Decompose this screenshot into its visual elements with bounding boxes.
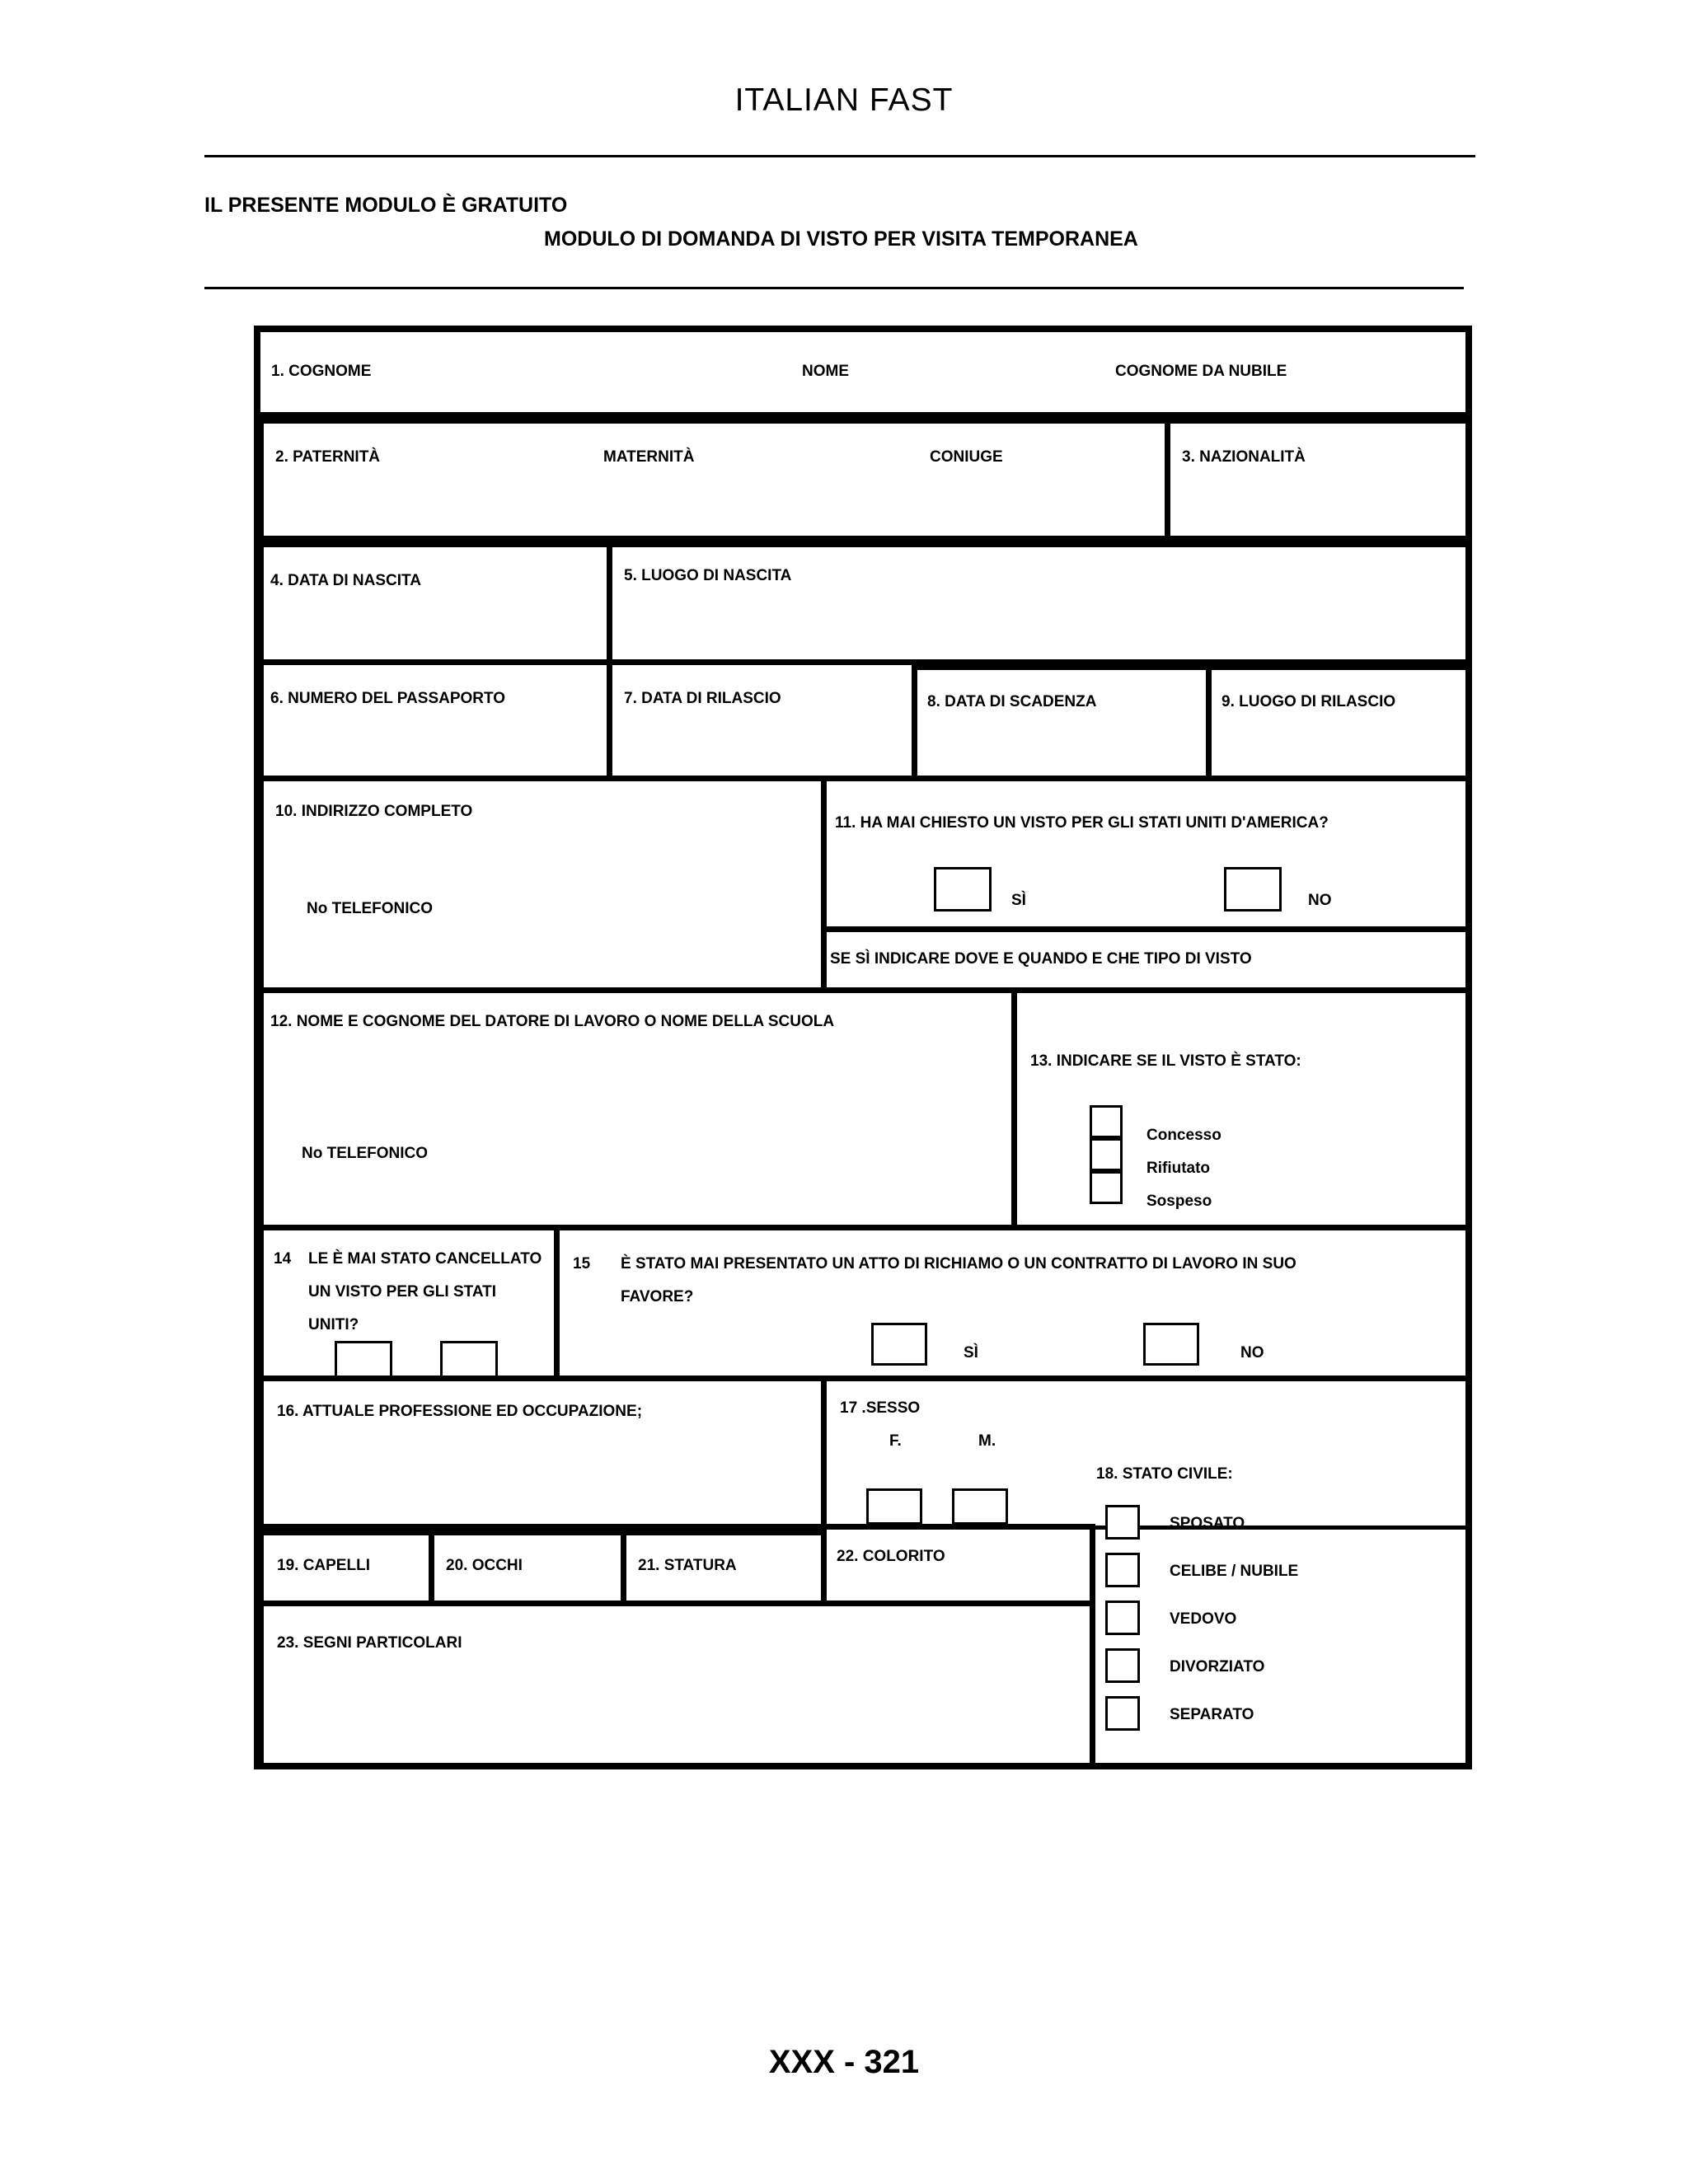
page-number: XXX - 321: [768, 2044, 920, 2080]
cognome-label: 1. COGNOME: [271, 363, 372, 380]
sesso-f-checkbox[interactable]: [866, 1488, 922, 1525]
datore-lavoro-label: 12. NOME E COGNOME DEL DATORE DI LAVORO O NOME DELLA SCUOLA: [270, 1013, 835, 1030]
atto-richiamo-no-checkbox[interactable]: [1143, 1323, 1199, 1366]
rifiutato-checkbox[interactable]: [1090, 1138, 1123, 1171]
divorziato-checkbox[interactable]: [1105, 1648, 1140, 1683]
form-title: MODULO DI DOMANDA DI VISTO PER VISITA TEMPORANEA: [544, 227, 1138, 251]
field-16-professione[interactable]: [258, 1376, 827, 1530]
data-nascita-label: 4. DATA DI NASCITA: [270, 572, 421, 589]
field-1-cognome[interactable]: [254, 326, 1472, 418]
segni-particolari-label: 23. SEGNI PARTICOLARI: [277, 1634, 462, 1652]
concesso-checkbox[interactable]: [1090, 1105, 1123, 1138]
field-19-capelli[interactable]: [258, 1530, 434, 1606]
sesso-m-label: M.: [978, 1432, 996, 1450]
sposato-checkbox[interactable]: [1105, 1505, 1140, 1540]
celibe-nubile-label: CELIBE / NUBILE: [1170, 1563, 1299, 1580]
atto-richiamo-si-checkbox[interactable]: [871, 1323, 927, 1366]
sospeso-label: Sospeso: [1146, 1193, 1212, 1210]
form-title-rule: [204, 287, 1464, 289]
telefono-label: No TELEFONICO: [307, 900, 434, 917]
visto-usa-no-label: NO: [1308, 892, 1332, 909]
visto-usa-question: 11. HA MAI CHIESTO UN VISTO PER GLI STATI UNITI D'AMERICA?: [835, 814, 1329, 832]
field-20-occhi[interactable]: [429, 1530, 626, 1606]
visto-usa-no-checkbox[interactable]: [1224, 867, 1282, 912]
field-3-nazionalita[interactable]: [1165, 418, 1472, 541]
luogo-nascita-label: 5. LUOGO DI NASCITA: [624, 567, 792, 584]
capelli-label: 19. CAPELLI: [277, 1557, 370, 1574]
rifiutato-label: Rifiutato: [1146, 1160, 1211, 1177]
visto-usa-si-label: SÌ: [1011, 892, 1026, 909]
nome-label: NOME: [802, 363, 849, 380]
field-9-luogo-rilascio[interactable]: [1206, 664, 1472, 781]
field-7-data-rilascio[interactable]: [607, 659, 917, 781]
sposato-label: SPOSATO: [1170, 1515, 1245, 1532]
atto-richiamo-line1: È STATO MAI PRESENTATO UN ATTO DI RICHIAMO O UN CONTRATTO DI LAVORO IN SUO: [621, 1255, 1296, 1272]
colorito-label: 22. COLORITO: [837, 1548, 945, 1565]
visto-cancellato-si-checkbox[interactable]: [335, 1341, 392, 1380]
field-11-dettagli[interactable]: [821, 926, 1472, 993]
field-2-paternita[interactable]: [258, 418, 1170, 541]
separato-label: SEPARATO: [1170, 1706, 1254, 1723]
visto-cancellato-line3: UNITI?: [308, 1316, 359, 1333]
field-22-colorito[interactable]: [821, 1524, 1095, 1606]
field-21-statura[interactable]: [621, 1530, 827, 1606]
esito-visto-label: 13. INDICARE SE IL VISTO È STATO:: [1030, 1052, 1301, 1070]
separato-checkbox[interactable]: [1105, 1696, 1140, 1731]
dettagli-visto-label: SE SÌ INDICARE DOVE E QUANDO E CHE TIPO DI VISTO: [830, 950, 1252, 968]
field-18-stato-civile: [1095, 1455, 1472, 1769]
atto-richiamo-si-label: SÌ: [964, 1344, 978, 1361]
stato-civile-label: 18. STATO CIVILE:: [1096, 1465, 1233, 1483]
header-rule: [204, 155, 1475, 157]
vedovo-label: VEDOVO: [1170, 1610, 1237, 1628]
coniuge-label: CONIUGE: [930, 448, 1003, 466]
luogo-rilascio-label: 9. LUOGO DI RILASCIO: [1221, 693, 1396, 710]
visto-cancellato-no-checkbox[interactable]: [440, 1341, 498, 1380]
field-10-indirizzo[interactable]: [258, 776, 827, 993]
visto-usa-si-checkbox[interactable]: [934, 867, 992, 912]
sesso-m-checkbox[interactable]: [952, 1488, 1008, 1525]
maternita-label: MATERNITÀ: [603, 448, 695, 466]
passaporto-label: 6. NUMERO DEL PASSAPORTO: [270, 690, 506, 707]
field-14-visto-cancellato: [258, 1225, 560, 1381]
sesso-f-label: F.: [889, 1432, 902, 1450]
atto-richiamo-no-label: NO: [1240, 1344, 1264, 1361]
indirizzo-label: 10. INDIRIZZO COMPLETO: [275, 803, 473, 820]
telefono-datore-label: No TELEFONICO: [302, 1145, 429, 1162]
statura-label: 21. STATURA: [638, 1557, 737, 1574]
free-notice: IL PRESENTE MODULO È GRATUITO: [204, 194, 568, 217]
professione-label: 16. ATTUALE PROFESSIONE ED OCCUPAZIONE;: [277, 1403, 643, 1420]
visto-cancellato-line2: UN VISTO PER GLI STATI: [308, 1283, 497, 1301]
visto-cancellato-number: 14: [274, 1250, 292, 1268]
field-8-data-scadenza[interactable]: [912, 664, 1212, 781]
paternita-label: 2. PATERNITÀ: [275, 448, 381, 466]
visto-cancellato-line1: LE È MAI STATO CANCELLATO: [308, 1250, 542, 1268]
atto-richiamo-line2: FAVORE?: [621, 1288, 694, 1305]
field-5-luogo-nascita[interactable]: [607, 541, 1472, 665]
occhi-label: 20. OCCHI: [446, 1557, 523, 1574]
data-rilascio-label: 7. DATA DI RILASCIO: [624, 690, 781, 707]
field-23-segni-particolari[interactable]: [258, 1601, 1095, 1769]
field-4-data-nascita[interactable]: [258, 541, 612, 665]
field-15-atto-richiamo: [554, 1225, 1472, 1381]
concesso-label: Concesso: [1146, 1127, 1221, 1144]
divorziato-label: DIVORZIATO: [1170, 1658, 1265, 1675]
field-11-visto-usa: [821, 776, 1472, 932]
field-12-datore-lavoro[interactable]: [258, 987, 1017, 1230]
page-title: ITALIAN FAST: [734, 82, 954, 118]
field-6-passaporto[interactable]: [258, 659, 612, 781]
nazionalita-label: 3. NAZIONALITÀ: [1182, 448, 1306, 466]
celibe-nubile-checkbox[interactable]: [1105, 1553, 1140, 1587]
field-13-esito-visto: [1011, 987, 1472, 1230]
data-scadenza-label: 8. DATA DI SCADENZA: [927, 693, 1097, 710]
cognome-nubile-label: COGNOME DA NUBILE: [1115, 363, 1287, 380]
sospeso-checkbox[interactable]: [1090, 1171, 1123, 1204]
atto-richiamo-number: 15: [573, 1255, 591, 1272]
sesso-label: 17 .SESSO: [840, 1399, 921, 1417]
vedovo-checkbox[interactable]: [1105, 1601, 1140, 1635]
